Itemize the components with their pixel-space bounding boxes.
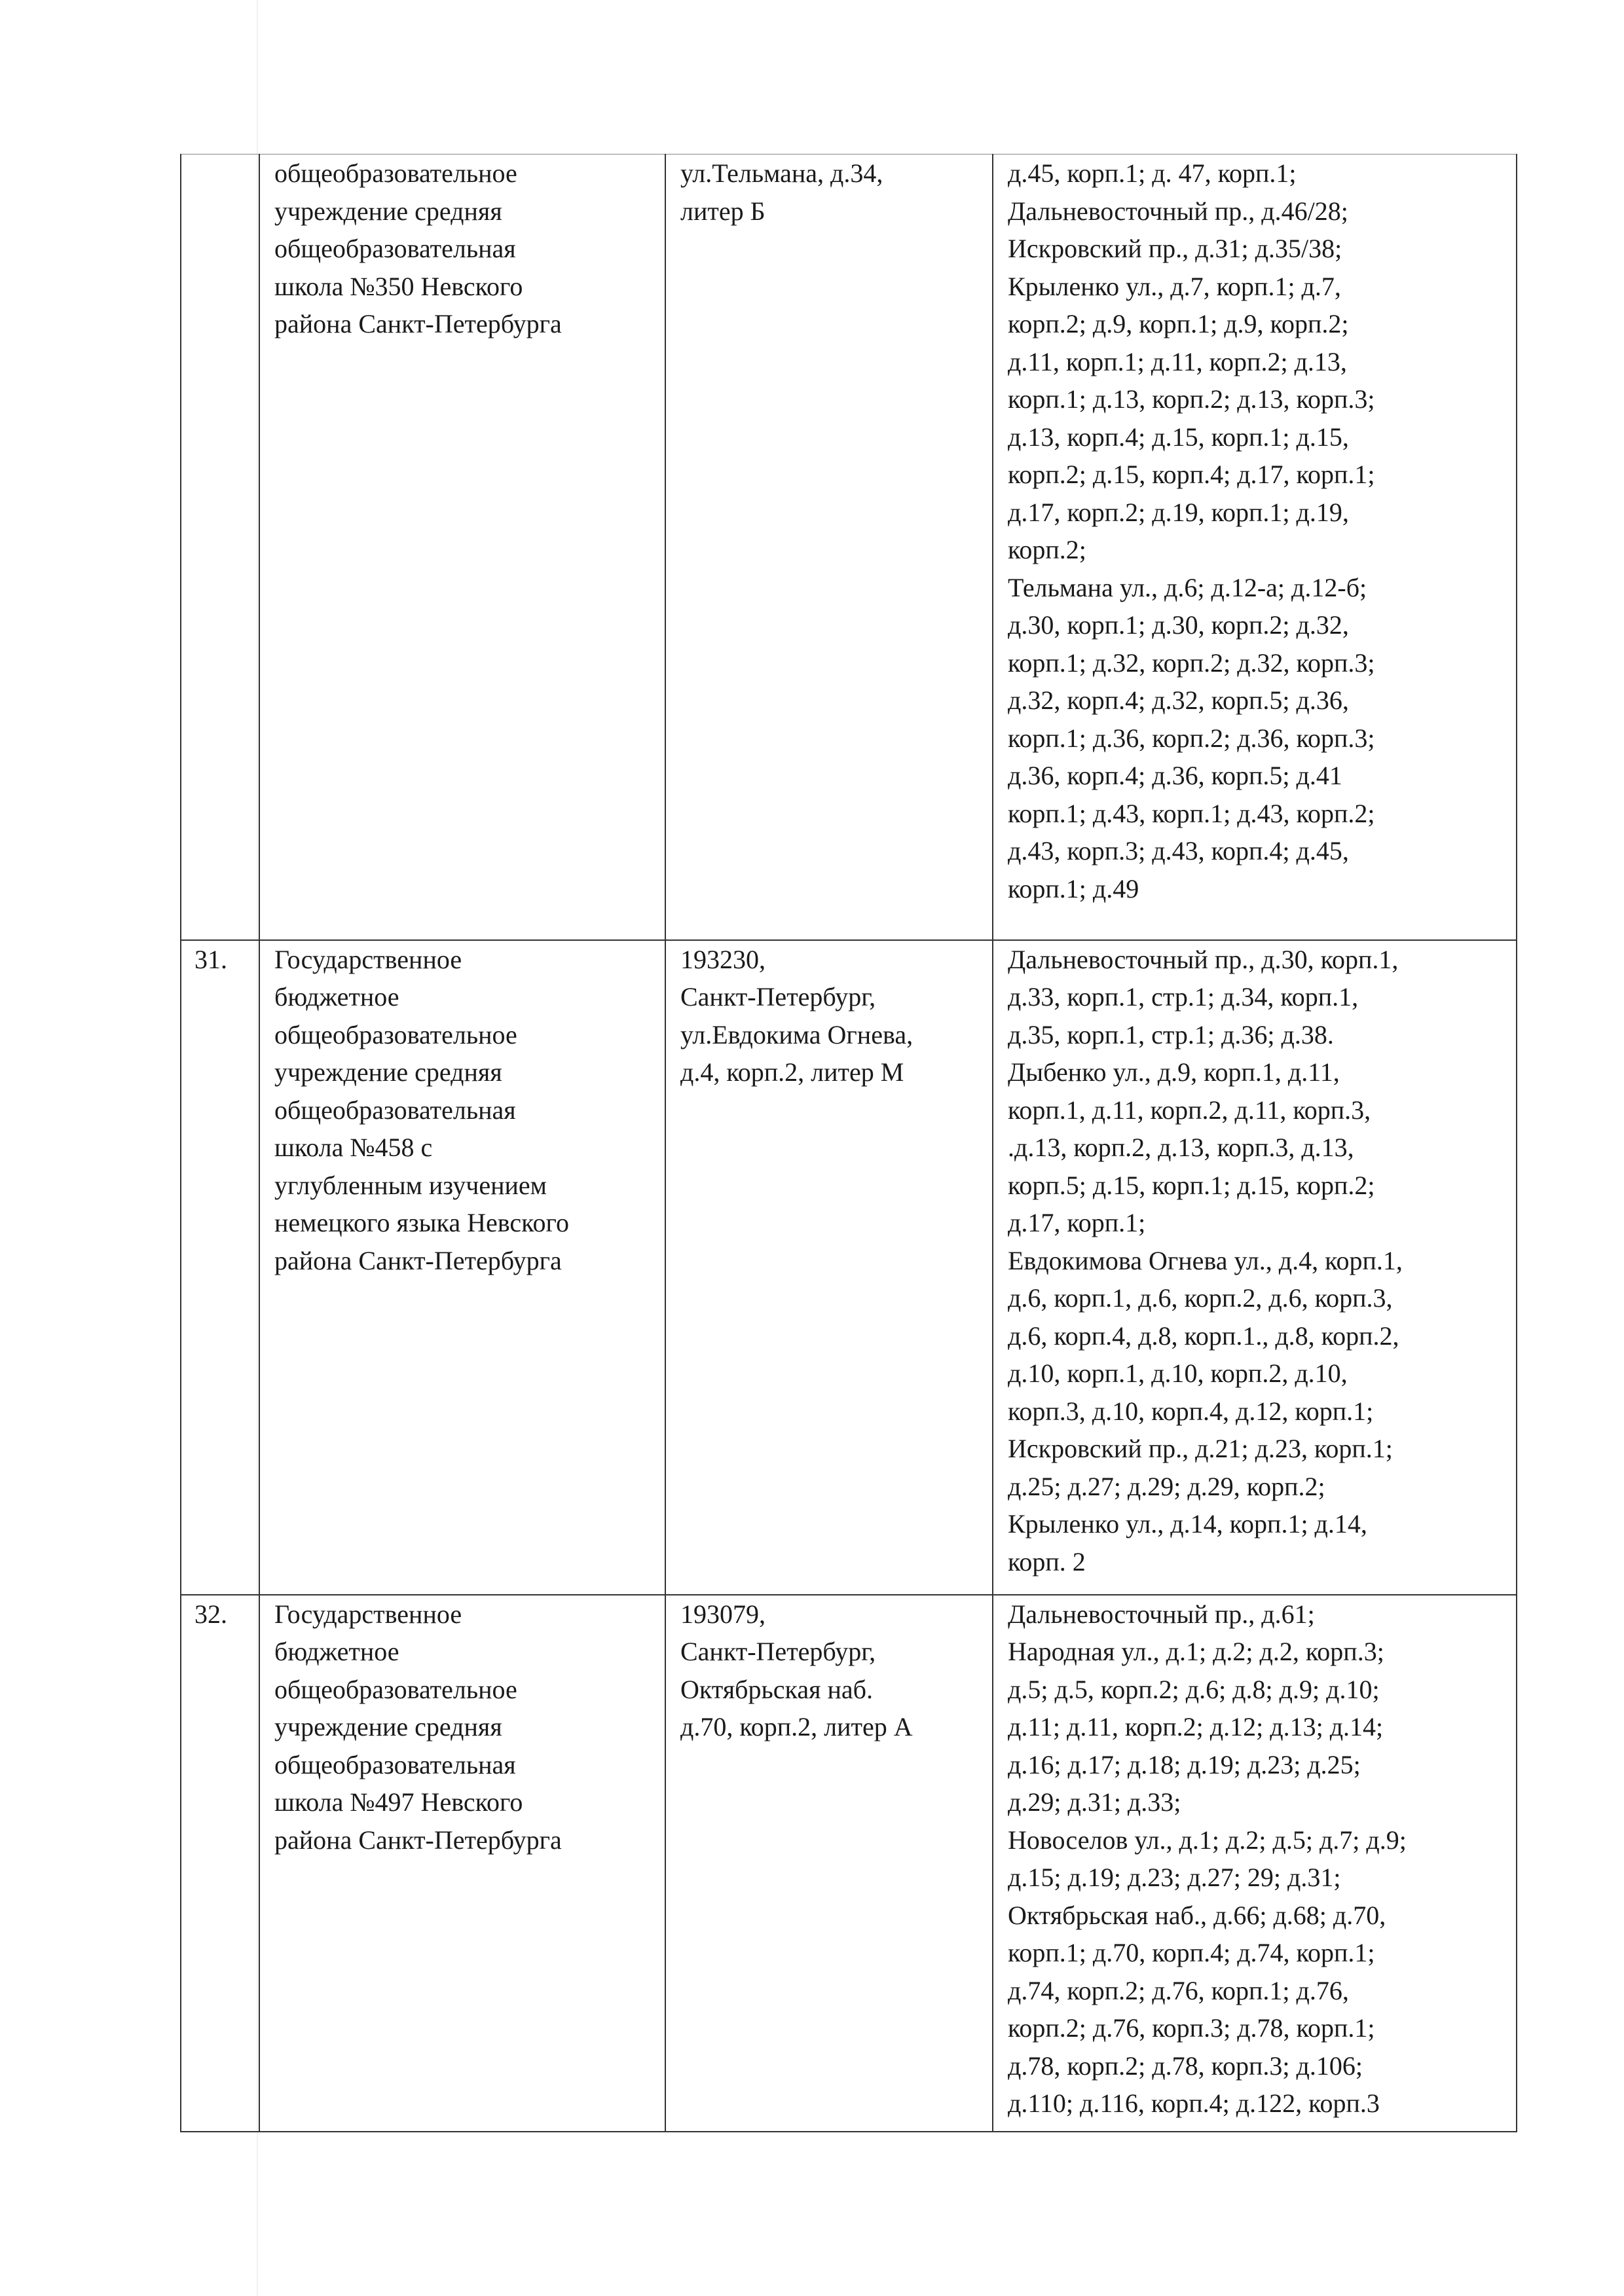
- school-address: 193230, Санкт-Петербург, ул.Евдокима Огнева, д.4, корп.2, литер М: [665, 940, 993, 1595]
- table-row: [181, 155, 1517, 940]
- row-number: 32.: [181, 1595, 259, 2132]
- table-row: [181, 940, 1517, 1595]
- row-number: 31.: [181, 940, 259, 1595]
- school-name: Государственное бюджетное общеобразовательное учреждение средняя общеобразовательная школа №497 Невского района Санкт-Петербурга: [259, 1595, 665, 2132]
- school-name: Государственное бюджетное общеобразовательное учреждение средняя общеобразовательная школа №458 с углубленным изучением немецкого языка Невского района Санкт-Петербурга: [259, 940, 665, 1595]
- school-name: общеобразовательное учреждение средняя общеобразовательная школа №350 Невского района Санкт-Петербурга: [259, 155, 665, 940]
- school-address: ул.Тельмана, д.34, литер Б: [665, 155, 993, 940]
- assigned-territory: Дальневосточный пр., д.61; Народная ул., д.1; д.2; д.2, корп.3; д.5; д.5, корп.2; д.6; д.8; д.9; д.10; д.11; д.11, корп.2; д.12; д.13; д.14; д.16; д.17; д.18; д.19; д.23; д.25; д.29; д.31; д.33; Новоселов ул., д.1; д.2; д.5; д.7; д.9; д.15; д.19; д.23; д.27; 29; д.31; Октябрьская наб., д.66; д.68; д.70, корп.1; д.70, корп.4; д.74, корп.1; д.74, корп.2; д.76, корп.1; д.76, корп.2; д.76, корп.3; д.78, корп.1; д.78, корп.2; д.78, корп.3; д.106; д.110; д.116, корп.4; д.122, корп.3: [993, 1595, 1517, 2132]
- school-address: 193079, Санкт-Петербург, Октябрьская наб. д.70, корп.2, литер А: [665, 1595, 993, 2132]
- schools-table: [180, 154, 1517, 2132]
- row-number: [181, 155, 259, 940]
- assigned-territory: д.45, корп.1; д. 47, корп.1; Дальневосточный пр., д.46/28; Искровский пр., д.31; д.35/38; Крыленко ул., д.7, корп.1; д.7, корп.2; д.9, корп.1; д.9, корп.2; д.11, корп.1; д.11, корп.2; д.13, корп.1; д.13, корп.2; д.13, корп.3; д.13, корп.4; д.15, корп.1; д.15, корп.2; д.15, корп.4; д.17, корп.1; д.17, корп.2; д.19, корп.1; д.19, корп.2; Тельмана ул., д.6; д.12-а; д.12-б; д.30, корп.1; д.30, корп.2; д.32, корп.1; д.32, корп.2; д.32, корп.3; д.32, корп.4; д.32, корп.5; д.36, корп.1; д.36, корп.2; д.36, корп.3; д.36, корп.4; д.36, корп.5; д.41 корп.1; д.43, корп.1; д.43, корп.2; д.43, корп.3; д.43, корп.4; д.45, корп.1; д.49: [993, 155, 1517, 940]
- assigned-territory: Дальневосточный пр., д.30, корп.1, д.33, корп.1, стр.1; д.34, корп.1, д.35, корп.1, стр.1; д.36; д.38. Дыбенко ул., д.9, корп.1, д.11, корп.1, д.11, корп.2, д.11, корп.3, .д.13, корп.2, д.13, корп.3, д.13, корп.5; д.15, корп.1; д.15, корп.2; д.17, корп.1; Евдокимова Огнева ул., д.4, корп.1, д.6, корп.1, д.6, корп.2, д.6, корп.3, д.6, корп.4, д.8, корп.1., д.8, корп.2, д.10, корп.1, д.10, корп.2, д.10, корп.3, д.10, корп.4, д.12, корп.1; Искровский пр., д.21; д.23, корп.1; д.25; д.27; д.29; д.29, корп.2; Крыленко ул., д.14, корп.1; д.14, корп. 2: [993, 940, 1517, 1595]
- table-row: [181, 1595, 1517, 2132]
